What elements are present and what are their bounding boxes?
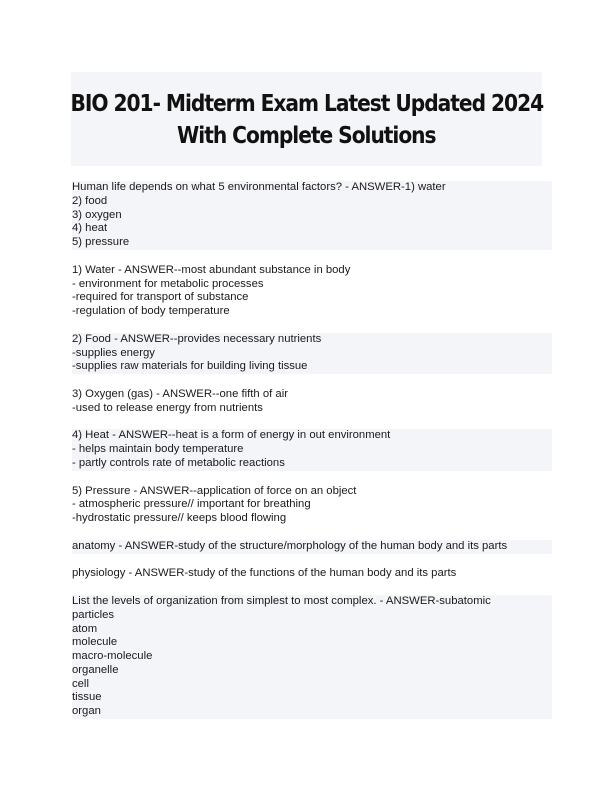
qa-block-anatomy (72, 540, 552, 554)
text-line: -supplies energy (72, 347, 552, 361)
qa-block-pressure (72, 485, 552, 526)
text-line: - partly controls rate of metabolic reactions (72, 457, 552, 471)
text-line: - helps maintain body temperature (72, 443, 552, 457)
text-line: atom (72, 623, 552, 637)
text-line: organelle (72, 664, 552, 678)
text-line: Human life depends on what 5 environmental factors? - ANSWER-1) water (72, 181, 552, 195)
text-line: cell (72, 678, 552, 692)
page-title-line-1: BIO 201- Midterm Exam Latest Updated 2024 (70, 89, 543, 117)
text-line: -used to release energy from nutrients (72, 401, 263, 414)
text-line: tissue (72, 691, 552, 705)
text-line: organ (72, 705, 552, 719)
qa-block-physiology (72, 567, 552, 581)
qa-block-food (72, 333, 552, 374)
qa-block-environmental-factors (72, 181, 552, 250)
text-line: List the levels of organization from simplest to most complex. - ANSWER-subatomic (72, 595, 552, 609)
page-title-line-2: With Complete Solutions (177, 121, 436, 149)
text-line: 2) Food - ANSWER--provides necessary nutrients (72, 333, 552, 347)
text-line: macro-molecule (72, 650, 552, 664)
text-line: 3) Oxygen (gas) - ANSWER--one fifth of air (72, 387, 288, 400)
text-line: 4) heat (72, 222, 552, 236)
text-line: 4) Heat - ANSWER--heat is a form of energy in out environment (72, 429, 552, 443)
document-body (72, 181, 552, 733)
qa-block-levels-of-organization (72, 595, 552, 719)
qa-block-heat (72, 429, 552, 470)
text-line: -regulation of body temperature (72, 305, 230, 318)
title-banner (71, 72, 542, 166)
text-line: 3) oxygen (72, 209, 552, 223)
text-line: 5) Pressure - ANSWER--application of force on an object (72, 484, 357, 497)
text-line: physiology - ANSWER-study of the functions of the human body and its parts (72, 567, 457, 580)
text-line: molecule (72, 636, 552, 650)
text-line: anatomy - ANSWER-study of the structure/morphology of the human body and its parts (72, 540, 552, 554)
text-line: -supplies raw materials for building living tissue (72, 360, 552, 374)
text-line: 5) pressure (72, 236, 552, 250)
text-line: particles (72, 609, 552, 623)
text-line: -hydrostatic pressure// keeps blood flowing (72, 512, 287, 525)
text-line: - atmospheric pressure// important for breathing (72, 498, 311, 511)
text-line: - environment for metabolic processes (72, 277, 264, 290)
qa-block-water (72, 264, 552, 319)
text-line: -required for transport of substance (72, 291, 249, 304)
text-line: 1) Water - ANSWER--most abundant substance in body (72, 263, 351, 276)
qa-block-oxygen (72, 388, 552, 416)
text-line: 2) food (72, 195, 552, 209)
